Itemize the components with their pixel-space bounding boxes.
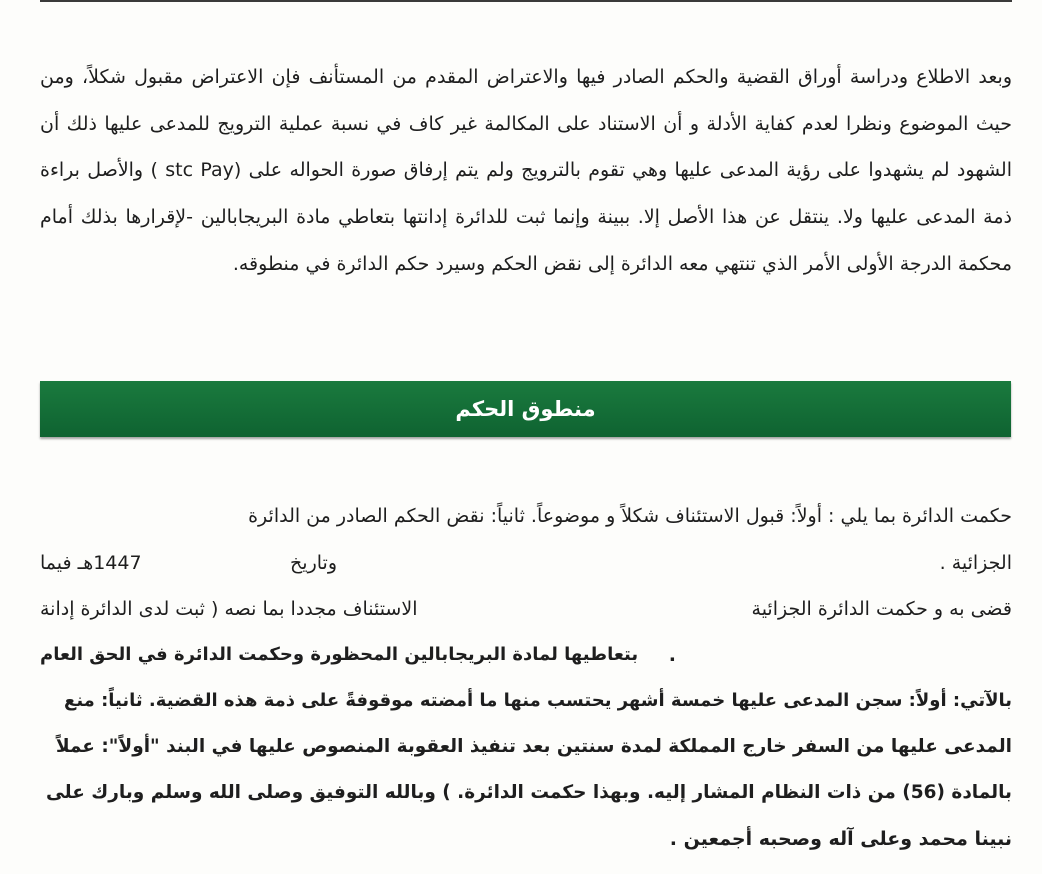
verdict-line-1 bbox=[40, 493, 1012, 539]
verdict-line-6 bbox=[40, 724, 1012, 770]
verdict-line-7 bbox=[40, 770, 1012, 816]
verdict-line-2-date-label: وتاريخ bbox=[290, 552, 337, 574]
verdict-line-6-text: المدعى عليها من السفر خارج المملكة لمدة سنتين بعد تنفيذ العقوبة المنصوص عليها في البند "أولاً": عملاً bbox=[55, 736, 1012, 757]
verdict-line-7-text: بالمادة (56) من ذات النظام المشار إليه. وبهذا حكمت الدائرة. ) وبالله التوفيق وصلى الله وسلم وبارك على bbox=[45, 782, 1012, 803]
section-title: منطوق الحكم bbox=[455, 397, 596, 421]
verdict-line-2-court: الجزائية . bbox=[939, 552, 1012, 574]
verdict-line-8 bbox=[40, 816, 1012, 862]
verdict-line-4-text: بتعاطيها لمادة البريجابالين المحظورة وحكمت الدائرة في الحق العام bbox=[40, 644, 639, 665]
verdict-line-4 bbox=[40, 632, 1012, 678]
verdict-line-3-end: الاستئناف مجددا بما نصه ( ثبت لدى الدائرة إدانة bbox=[40, 598, 418, 620]
verdict-line-3-start: قضى به و حكمت الدائرة الجزائية bbox=[751, 598, 1012, 620]
verdict-line-5-text: بالآتي: أولاً: سجن المدعى عليها خمسة أشهر يحتسب منها ما أمضته موقوفةً على ذمة هذه القضية. ثانياً: منع bbox=[64, 690, 1012, 711]
verdict-line-4-dot: . bbox=[668, 644, 676, 666]
verdict-line-2-year: 1447هـ فيما bbox=[40, 552, 142, 574]
section-header-bar bbox=[40, 381, 1011, 437]
verdict-line-5 bbox=[40, 678, 1012, 724]
verdict-line-3 bbox=[40, 586, 1012, 632]
verdict-line-2 bbox=[40, 540, 1012, 586]
verdict-line-1-text: حكمت الدائرة بما يلي : أولاً: قبول الاستئناف شكلاً و موضوعاً. ثانياً: نقض الحكم الصادر من الدائرة bbox=[248, 505, 1012, 527]
reasoning-paragraph: وبعد الاطلاع ودراسة أوراق القضية والحكم الصادر فيها والاعتراض المقدم من المستأنف فإن الاعتراض مقبول شكلاً، ومن حيث الموضوع ونظرا لعدم كفاية الأدلة و أن الاستناد على المكالمة غير كاف في نسبة عملية الترويج للمدعى عليها ذلك أن الشهود لم يشهدوا على رؤية المدعى عليها وهي تقوم بالترويج ولم يتم إرفاق صورة الحواله على (stc Pay ) والأصل براءة ذمة المدعى عليها ولا. ينتقل عن هذا الأصل إلا. ببينة وإنما ثبت للدائرة إدانتها بتعاطي مادة البريجابالين -لإقرارها بذلك أمام محكمة الدرجة الأولى الأمر الذي تنتهي معه الدائرة إلى نقض الحكم وسيرد حكم الدائرة في منطوقه. bbox=[40, 66, 1012, 275]
verdict-line-8-text: نبينا محمد وعلى آله وصحبه أجمعين . bbox=[669, 828, 1012, 850]
top-divider bbox=[40, 0, 1012, 2]
